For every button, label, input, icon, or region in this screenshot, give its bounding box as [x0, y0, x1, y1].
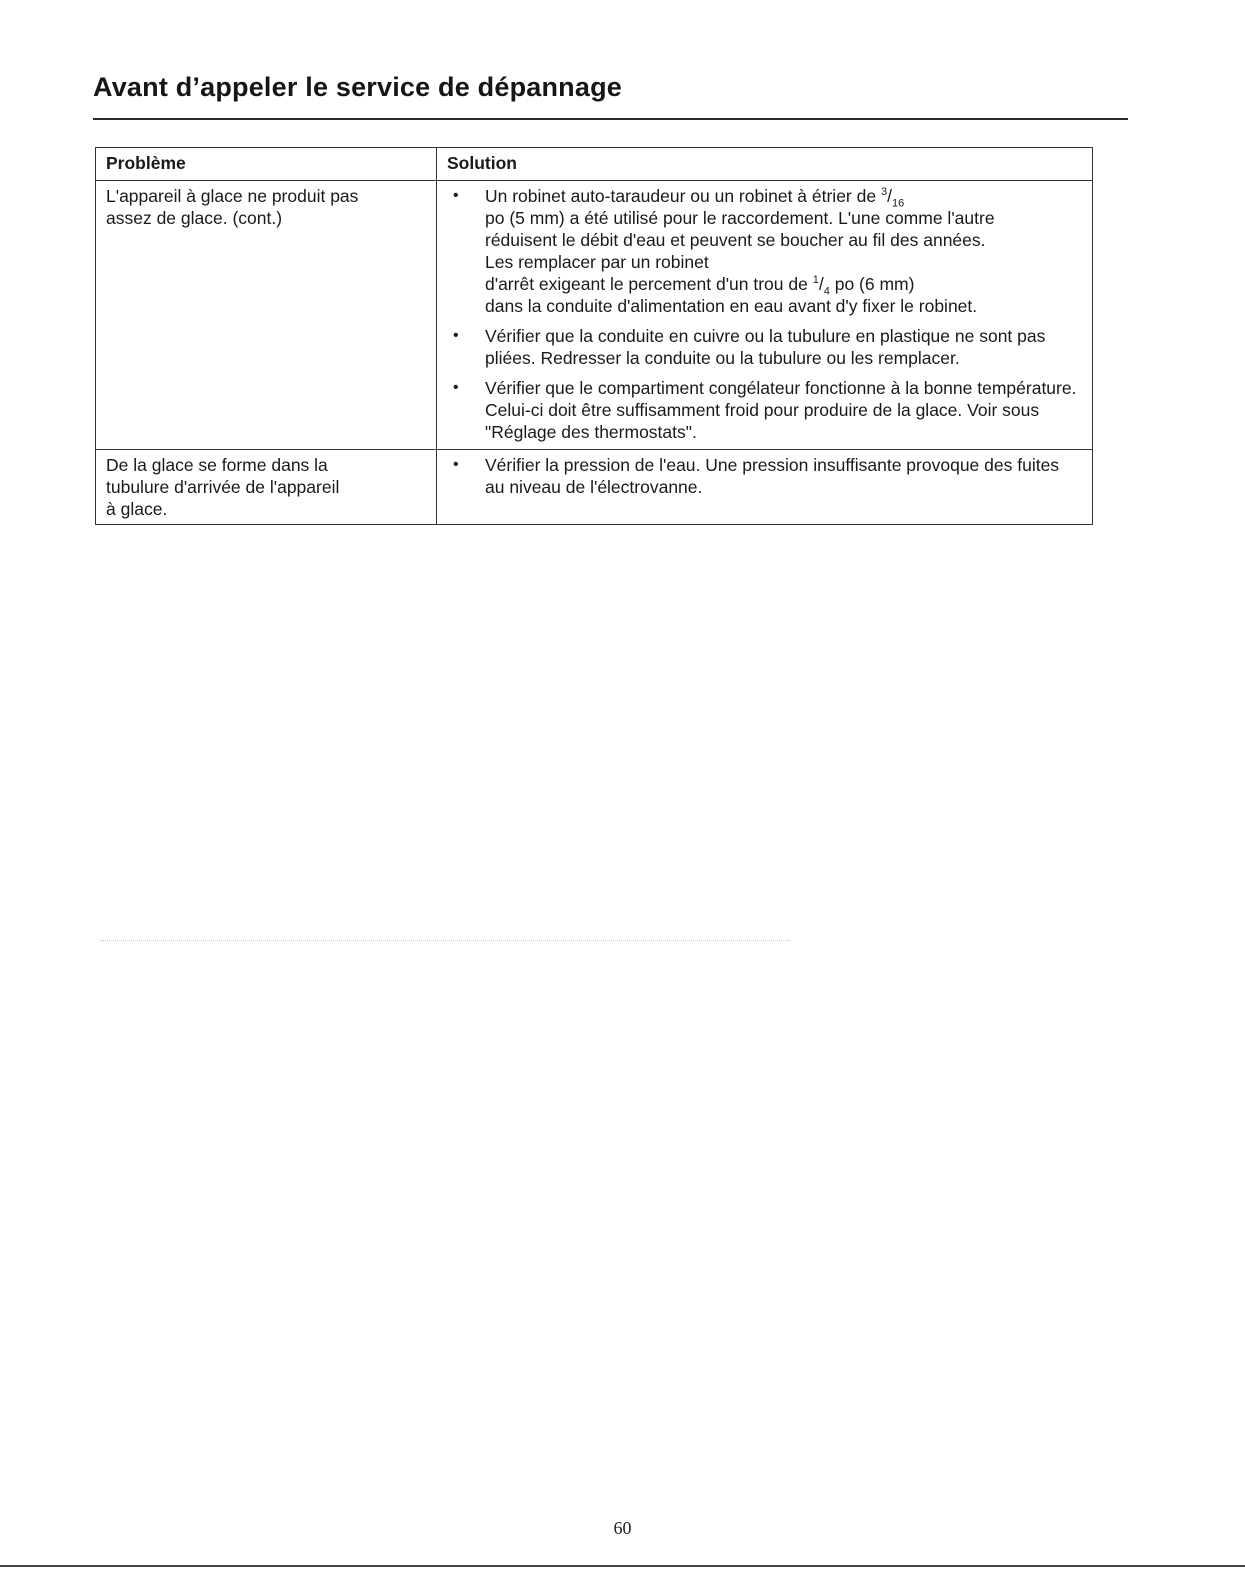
solution-line [485, 273, 1082, 298]
solution-list [447, 454, 1082, 498]
bottom-divider [0, 1565, 1245, 1567]
solution-cell [437, 450, 1093, 525]
fraction-numerator: 1 [812, 274, 819, 287]
header-solution: Solution [437, 148, 1093, 181]
problem-text: L'appareil à glace ne produit pas assez de glace. (cont.) [106, 186, 359, 228]
problem-cell [96, 450, 437, 525]
bullet-icon: • [453, 187, 459, 204]
fraction-numerator: 3 [880, 186, 888, 199]
solution-text: Vérifier que le compartiment congélateur fonctionne à la bonne température. Celui-ci doit être suffisamment froid pour produire de la glace. Voir sous "Réglage des thermostats". [485, 378, 1077, 442]
solution-list [447, 185, 1082, 443]
scan-artifact [100, 940, 790, 941]
page-number: 60 [613, 1518, 632, 1538]
fraction: $^3/_{16}$ [880, 186, 905, 210]
solution-item [447, 377, 1082, 443]
title-divider [93, 118, 1128, 120]
solution-text: po (6 mm) [829, 274, 915, 294]
table-row [96, 450, 1093, 525]
solution-item [447, 454, 1082, 498]
solution-text: Vérifier que la conduite en cuivre ou la tubulure en plastique ne sont pas pliées. Redresser la conduite ou la tubulure ou les remplacer. [485, 326, 1046, 368]
solution-line: po (5 mm) a été utilisé pour le raccordement. L'une comme l'autre [485, 208, 995, 228]
table-row [96, 181, 1093, 450]
solution-line [485, 185, 1082, 210]
solution-line: réduisent le débit d'eau et peuvent se boucher au fil des années. [485, 230, 986, 250]
solution-item [447, 185, 1082, 317]
bullet-icon: • [453, 327, 459, 344]
solution-line: dans la conduite d'alimentation en eau avant d'y fixer le robinet. [485, 296, 978, 316]
solution-item [447, 325, 1082, 369]
solution-text: Vérifier la pression de l'eau. Une pression insuffisante provoque des fuites au niveau de l'électrovanne. [485, 455, 1060, 497]
solution-cell [437, 181, 1093, 450]
solution-line: Les remplacer par un robinet [485, 252, 709, 272]
troubleshooting-table [95, 147, 1093, 525]
header-problem: Problème [96, 148, 437, 181]
table-header-row [96, 148, 1093, 181]
fraction: $^1/_4$ [812, 274, 830, 298]
bullet-icon: • [453, 456, 459, 473]
fraction-denominator: 4 [823, 285, 830, 298]
bullet-icon: • [453, 379, 459, 396]
solution-text: d'arrêt exigeant le percement d'un trou de [485, 274, 813, 294]
fraction-denominator: 16 [891, 197, 905, 210]
page-title: Avant d’appeler le service de dépannage [93, 72, 623, 102]
solution-text: Un robinet auto-taraudeur ou un robinet à étrier de [485, 186, 881, 206]
problem-cell [96, 181, 437, 450]
problem-text: De la glace se forme dans la tubulure d'arrivée de l'appareil à glace. [106, 455, 340, 519]
